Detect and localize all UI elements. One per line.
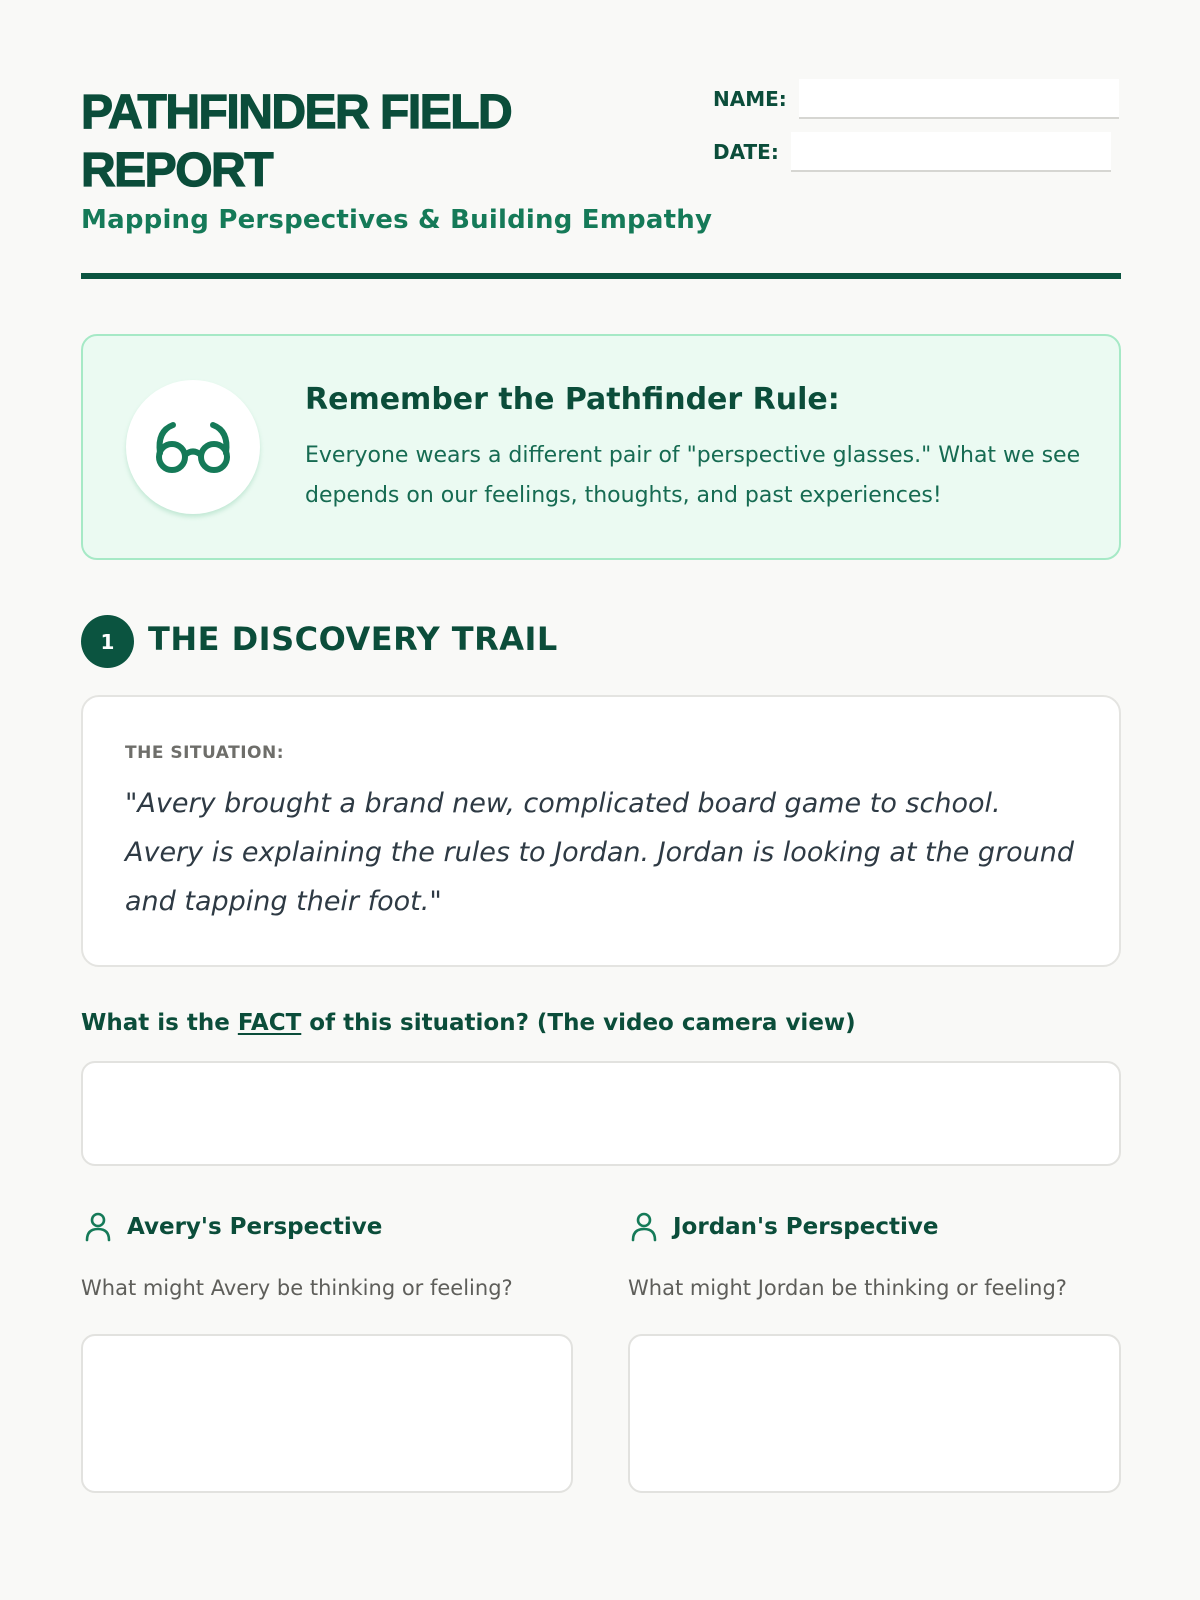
person-icon xyxy=(631,1212,657,1242)
jordan-perspective-prompt: What might Jordan be thinking or feeling? xyxy=(628,1276,1067,1300)
page-title: PATHFINDER FIELD REPORT xyxy=(81,86,512,197)
section-number-badge: 1 xyxy=(81,615,134,668)
fact-question-after: of this situation? (The video camera view) xyxy=(301,1010,856,1036)
page-subtitle: Mapping Perspectives & Building Empathy xyxy=(81,205,713,235)
avery-perspective-title: Avery's Perspective xyxy=(127,1214,383,1240)
header-divider xyxy=(81,273,1121,279)
name-field xyxy=(713,79,1119,119)
name-input[interactable] xyxy=(799,79,1119,119)
rule-text: Everyone wears a different pair of "perspective glasses." What we see depends on our feelings, thoughts, and past experiences! xyxy=(305,443,1081,508)
rule-callout xyxy=(81,334,1121,560)
person-icon xyxy=(85,1212,111,1242)
glasses-icon-badge xyxy=(126,380,260,514)
avery-perspective-heading xyxy=(85,1212,382,1242)
rule-title: Remember the Pathfinder Rule: xyxy=(305,382,840,417)
name-label: NAME: xyxy=(713,87,787,111)
jordan-perspective-title: Jordan's Perspective xyxy=(673,1214,939,1240)
date-input[interactable] xyxy=(791,132,1111,172)
date-field xyxy=(713,132,1111,172)
fact-question-before: What is the xyxy=(81,1010,238,1036)
avery-perspective-prompt: What might Avery be thinking or feeling? xyxy=(81,1276,513,1300)
situation-label: THE SITUATION: xyxy=(125,743,285,763)
section-title: THE DISCOVERY TRAIL xyxy=(148,620,558,658)
fact-question xyxy=(81,1010,856,1036)
fact-question-emphasis: FACT xyxy=(237,1010,302,1036)
situation-text: "Avery brought a brand new, complicated board game to school. Avery is explaining the rules to Jordan. Jordan is looking at the ground and tapping their foot." xyxy=(125,788,1075,917)
jordan-answer-box[interactable] xyxy=(628,1334,1121,1493)
jordan-perspective-heading xyxy=(631,1212,938,1242)
avery-answer-box[interactable] xyxy=(81,1334,573,1493)
fact-answer-box[interactable] xyxy=(81,1061,1121,1166)
situation-card xyxy=(81,695,1121,967)
glasses-icon xyxy=(153,417,233,477)
date-label: DATE: xyxy=(713,140,779,164)
